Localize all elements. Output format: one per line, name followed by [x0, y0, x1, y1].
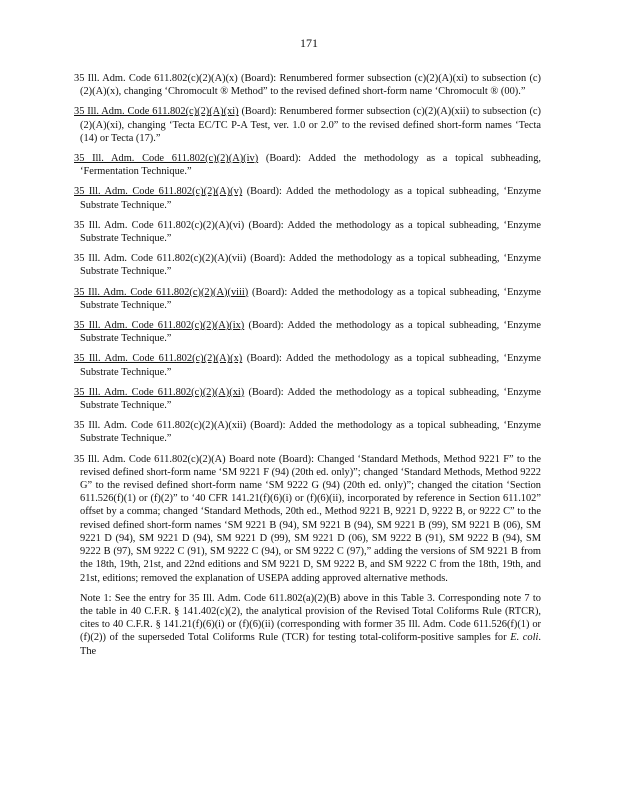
entry-9	[74, 386, 541, 412]
entry-3	[74, 185, 541, 211]
entry-2	[74, 152, 541, 178]
entry-citation: 35 Ill. Adm. Code 611.802(c)(2)(A)(iv)	[74, 153, 259, 165]
entry-text: (Board): Added the methodology as a topical subheading, ‘Enzyme Substrate Technique.”	[80, 186, 541, 211]
entry-text: (Board): Added the methodology as a topical subheading, ‘Enzyme Substrate Technique.”	[80, 219, 541, 245]
entry-text: (Board): Renumbered former subsection (c)(2)(A)(xii) to subsection (c)(2)(A)(xi), changing ‘Tecta EC/TC P-A Test, ver. 1.0 or 2.0” to the revised defined short-form names ‘Tecta (14) or Tecta (17).”	[80, 106, 541, 144]
entry-text: (Board): Renumbered former subsection (c)(2)(A)(xi) to subsection (c)(2)(A)(x), changing ‘Chromocult ® Method” to the revised defined short-form name ‘Chromocult ® (00).”	[80, 73, 541, 98]
entry-text: (Board): Added the methodology as a topical subheading, ‘Enzyme Substrate Technique.”	[80, 286, 542, 311]
entry-text: (Board): Added the methodology as a topical subheading, ‘Fermentation Technique.”	[80, 153, 541, 178]
entry-8	[74, 352, 541, 378]
footnote-italic: E. coli	[510, 632, 539, 644]
entry-text: (Board): Added the methodology as a topical subheading, ‘Enzyme Substrate Technique.”	[80, 420, 541, 445]
entry-5	[74, 252, 541, 278]
entry-citation: 35 Ill. Adm. Code 611.802(c)(2)(A)(xi)	[74, 106, 239, 118]
entry-10	[74, 419, 541, 445]
entry-4	[74, 219, 541, 245]
entry-list	[74, 72, 541, 658]
entry-text: (Board): Added the methodology as a topical subheading, ‘Enzyme Substrate Technique.”	[80, 253, 541, 278]
entry-text: (Board): Added the methodology as a topical subheading, ‘Enzyme Substrate Technique.”	[80, 386, 541, 412]
entry-11	[74, 453, 541, 585]
entry-6	[74, 286, 541, 312]
entry-citation: 35 Ill. Adm. Code 611.802(c)(2)(A)(ix)	[74, 320, 245, 332]
entry-citation: 35 Ill. Adm. Code 611.802(c)(2)(A)(v)	[74, 186, 243, 198]
entry-citation: 35 Ill. Adm. Code 611.802(c)(2)(A)(x)	[74, 73, 238, 84]
entry-text: (Board): Added the methodology as a topical subheading, ‘Enzyme Substrate Technique.”	[80, 353, 541, 378]
footnote	[74, 592, 541, 658]
page-number: 171	[300, 36, 318, 50]
entry-7	[74, 319, 541, 345]
footnote-tail: . The	[80, 632, 541, 657]
entry-citation: 35 Ill. Adm. Code 611.802(c)(2)(A)(vi)	[74, 219, 245, 231]
entry-1	[74, 105, 541, 145]
entry-citation: 35 Ill. Adm. Code 611.802(c)(2)(A)(x)	[74, 353, 243, 365]
entry-citation: 35 Ill. Adm. Code 611.802(c)(2)(A)(xii)	[74, 420, 247, 432]
entry-text: Board note (Board): Changed ‘Standard Methods, Method 9221 F” to the revised defined short-form name ‘SM 9221 F (94) (20th ed. only)”; changed ‘Standard Methods, Method 9222 G” to the revised defined short-form name ‘SM 9222 G (94) (20th ed. only)”; changed the citation ‘Section 611.526(f)(1) or (f)(2)” to ‘40 CFR 141.21(f)(6)(i) or (f)(6)(ii), incorporated by reference in Section 611.102” offset by a comma; changed ‘Standard Methods, 20th ed., Method 9221 B, 9221 D, 9222 B, or 9222 C” to the revised defined short-form names ‘SM 9221 B (94), SM 9221 B (94), SM 9221 B (99), SM 9221 B (06), SM 9221 D (94), SM 9221 D (94), SM 9221 D (99), SM 9221 D (06), SM 9222 B (91), SM 9222 B (94), SM 9222 B (97), SM 9222 C (91), SM 9222 C (94), or SM 9222 C (97),” adding the versions of SM 9221 B from the 18th, 19th, 21st, and 22nd editions and SM 9221 D, SM 9222 B, and SM 9222 C from the 18th, 19th, and 21st, editions; removed the explanation of USEPA adding approved alternative methods.	[80, 453, 541, 584]
entry-citation: 35 Ill. Adm. Code 611.802(c)(2)(A)(vii)	[74, 253, 247, 265]
footnote-text: Note 1: See the entry for 35 Ill. Adm. Code 611.802(a)(2)(B) above in this Table 3. Corresponding note 7 to the table in 40 C.F.R. § 141.402(c)(2), the analytical provision of the Revised Total Coliforms Rule (RTCR), cites to 40 C.F.R. § 141.21(f)(6)(i) or (f)(6)(ii) (corresponding with former 35 Ill. Adm. Code 611.526(f)(1) or (f)(2)) of the superseded Total Coliforms Rule (TCR) for testing total-coliform-positive samples for	[80, 592, 541, 644]
entry-text: (Board): Added the methodology as a topical subheading, ‘Enzyme Substrate Technique.”	[80, 320, 541, 345]
entry-citation: 35 Ill. Adm. Code 611.802(c)(2)(A)(viii)	[74, 286, 249, 298]
entry-0	[74, 72, 541, 98]
entry-citation: 35 Ill. Adm. Code 611.802(c)(2)(A)	[74, 453, 226, 465]
entry-citation: 35 Ill. Adm. Code 611.802(c)(2)(A)(xi)	[74, 386, 245, 398]
